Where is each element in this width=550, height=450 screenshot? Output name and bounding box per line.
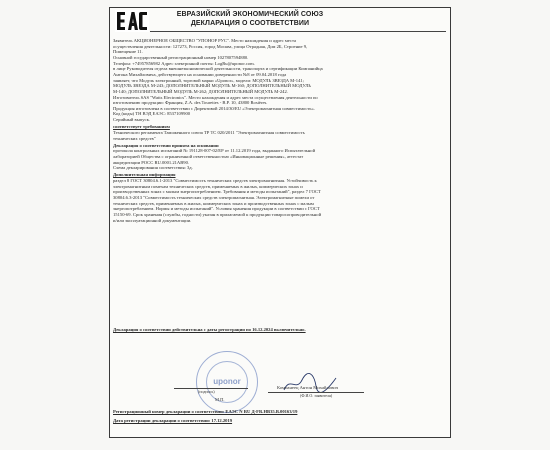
body-line: соответствует требованиям	[113, 124, 170, 130]
signer-hint: (Ф.И.О. заявителя)	[300, 393, 333, 398]
registration-number: Регистрационный номер декларации о соответствии: ЕАЭС N RU Д-FR.НВ35.В.00163/19	[113, 409, 298, 414]
body-line: технических средств"	[113, 135, 156, 141]
body-line: Декларация о соответствии принята на основании	[113, 142, 219, 148]
body-line: лабораторией Общества с ограниченной ответственностью «Инновационные решения», аттестат	[113, 154, 304, 159]
body-line: Продукция изготовлена в соответствии с Директивой 2014/30/EU «Электромагнитная совместимость».	[113, 105, 315, 111]
body-line: и/или эксплуатационной документации.	[113, 217, 192, 223]
header-declaration: ДЕКЛАРАЦИЯ О СООТВЕТСТВИИ	[190, 19, 310, 27]
body-line: Антона Михайловича, действующего на основании доверенности №8 от 09.04.2018 года	[113, 71, 287, 77]
body-line: 15150-69. Срок хранения (службы, годности) указан в прилагаемой к продукции товаросопроводительной	[113, 212, 322, 217]
body-line: Код (коды) ТН ВЭД ЕАЭС: 8537109900	[113, 111, 191, 117]
body-line: технических средств, применяемых в жилых, коммерческих зонах и производственных зонах с малым	[113, 200, 314, 206]
company-stamp	[196, 351, 258, 413]
body-line: Основной государственный регистрационный номер 1027807594880.	[113, 54, 249, 60]
body-line: Телефон: +74957856982 Адрес электронной почты: LogRu@uponor.com.	[113, 60, 255, 66]
validity-line: Декларация о соответствии действительна с даты регистрации по 16.12.2024 включительно.	[113, 327, 306, 332]
registration-date: Дата регистрации декларации о соответствии: 17.12.2019	[113, 418, 233, 423]
stamp-brand-mark	[212, 374, 242, 388]
body-line: электромагнитным помехам технических средств, применяемых в жилых, коммерческих зонах и	[113, 183, 303, 189]
body-line: МОДУЛЬ ЗВЕЗДА М-243; ДОПОЛНИТЕЛЬНЫЙ МОДУЛЬ М-160; ДОПОЛНИТЕЛЬНЫЙ МОДУЛЬ	[113, 83, 311, 89]
body-line: раздел 8 ГОСТ 30804.6.1-2013 "Совместимость технических средств электромагнитная. Устойчивость к	[113, 178, 317, 184]
body-line: М-140; ДОПОЛНИТЕЛЬНЫЙ МОДУЛЬ М-262; ДОПОЛНИТЕЛЬНЫЙ МОДУЛЬ М-242.	[113, 88, 288, 94]
body-line: протокола контрольных испытаний № 191128-007-02/ЕР от 11.12.2019 года, выданного Испытательной	[113, 148, 316, 154]
body-line: Серийный выпуск.	[113, 117, 150, 123]
body-line: в лице Руководителя отдела внешнеэкономической деятельности, транспорта и сертификации Компанийца	[113, 66, 323, 72]
body-line: Дополнительная информация	[113, 172, 176, 178]
eac-logo	[115, 10, 149, 32]
body-line: Помещение 11.	[113, 49, 143, 55]
body-line: Технического регламента Таможенного союза ТР ТС 020/2011 "Электромагнитная совместимость	[113, 129, 305, 135]
body-line: 30804.6.3-2013 "Совместимость технических средств электромагнитная. Электромагнитные помехи от	[113, 195, 315, 201]
svg-text:uponor: uponor	[213, 377, 241, 386]
body-line: аккредитации РОСС RU.0001.21АВ90.	[113, 159, 190, 165]
body-line: Изготовитель SAS "Watts Electronics". Место нахождения и адрес места осуществления деятельности по	[113, 94, 318, 100]
body-line: Схема декларирования соответствия: 3д.	[113, 165, 193, 171]
body-line: заявляет, что Модуль электронный, торговой марки «Uponor», модели: МОДУЛЬ ЗВЕЗДА М-141;	[113, 77, 304, 83]
sign-hint: (подпись)	[198, 389, 215, 394]
document-header	[155, 11, 345, 28]
signer-name: Компанеец Антон Михайлович	[277, 385, 339, 390]
body-line: энергопотреблением. Нормы и методы испытаний". Условия хранения продукции в соответствии с ГОСТ	[113, 206, 320, 212]
mp-mark: М.П.	[215, 397, 225, 402]
header-union: ЕВРАЗИЙСКИЙ ЭКОНОМИЧЕСКИЙ СОЮЗ	[176, 11, 324, 18]
body-line: осуществления деятельности: 127273, Россия, город Москва, улица Отрадная, Дом 2Б, Строение 9,	[113, 43, 308, 49]
body-line: Заявитель АКЦИОНЕРНОЕ ОБЩЕСТВО "УПОНОР РУС". Место нахождения и адрес места	[113, 38, 297, 43]
body-line: изготовлению продукции: Франция, Z.A. des Tourettes - B.P. 10, 43800 Rosières.	[113, 100, 268, 106]
header-divider	[150, 31, 446, 32]
body-line: производственных зонах с малым энергопотреблением. Требования и методы испытаний", раздел 7 ГОСТ	[113, 189, 321, 195]
